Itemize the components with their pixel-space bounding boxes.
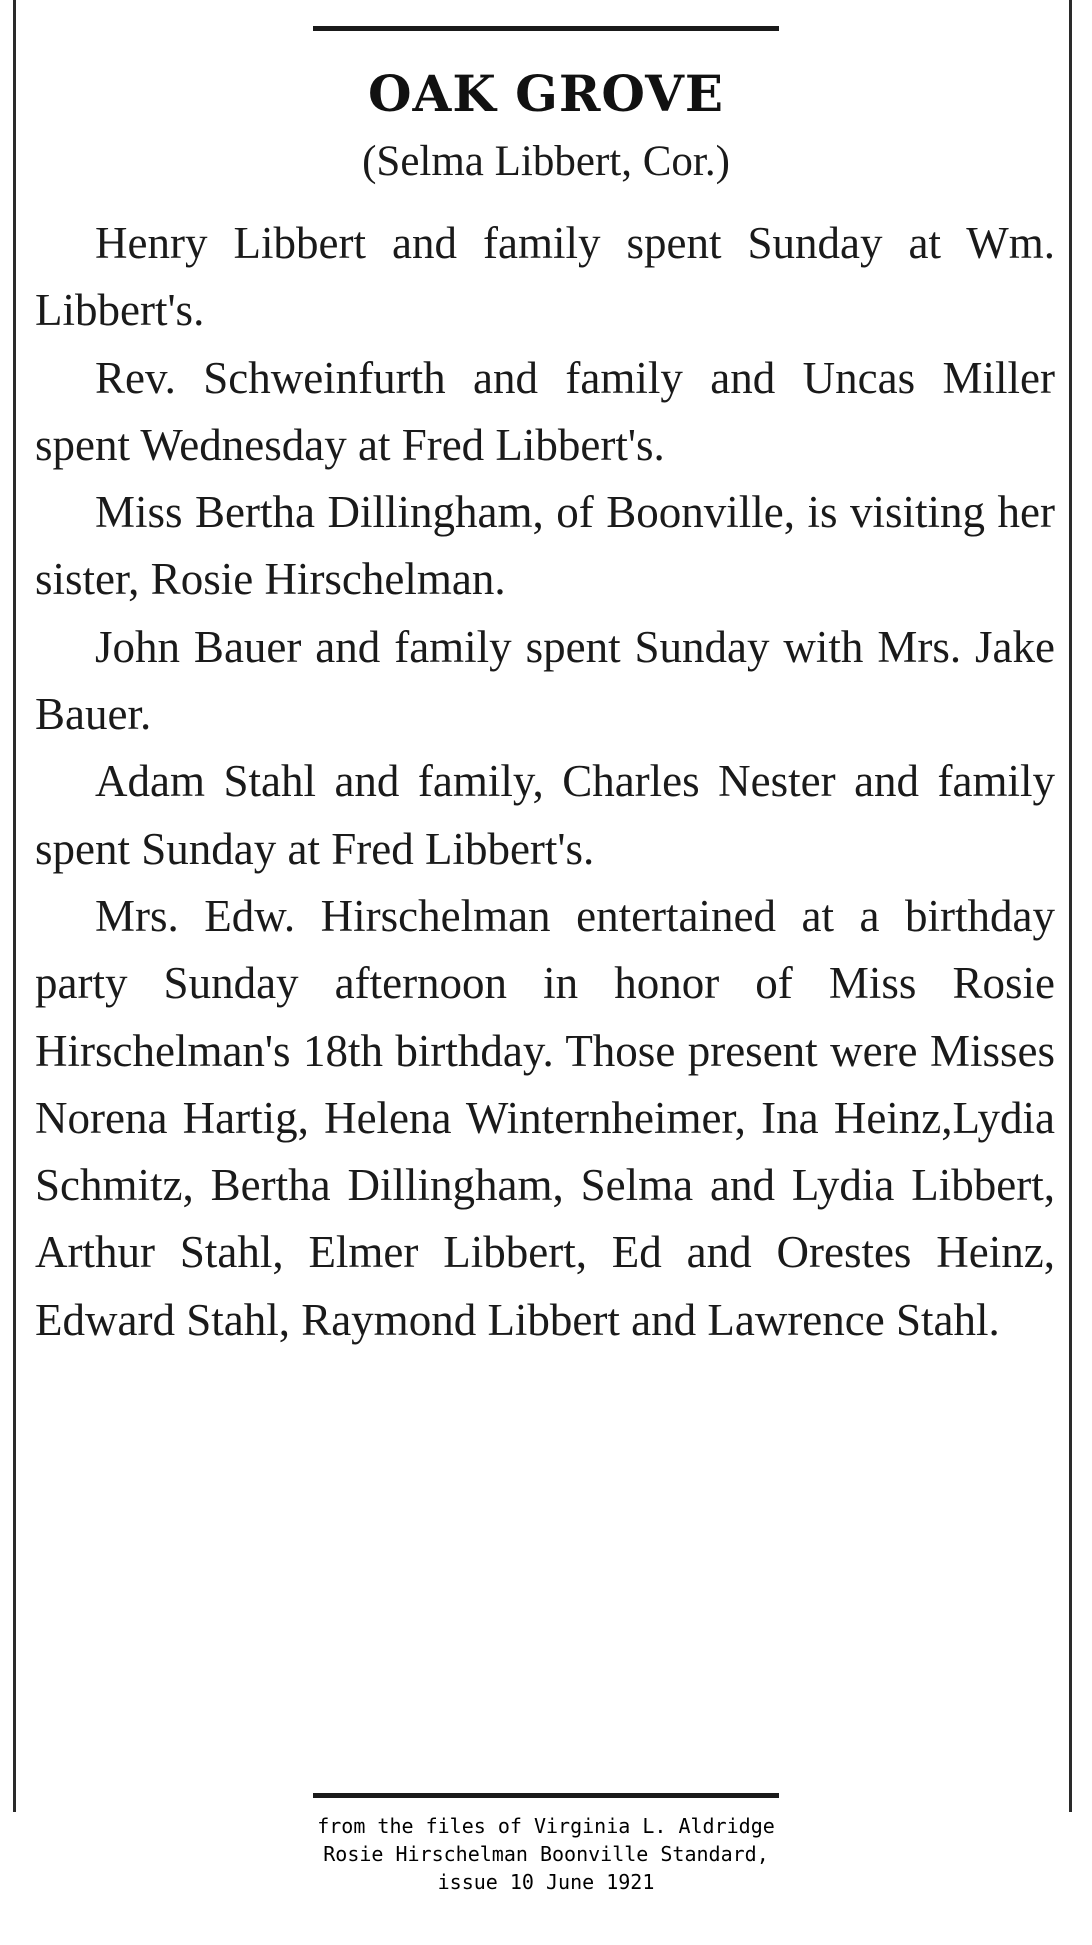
caption-line: Rosie Hirschelman Boonville Standard, xyxy=(323,1842,769,1866)
article-paragraph: Mrs. Edw. Hirschelman entertained at a birthday party Sunday afternoon in honor of Miss Rosie Hirschelman's 18th birthday. Those present were Misses Norena Hartig, Helena Winternheimer, Ina Heinz,Lydia Schmitz, Bertha Dillingham, Selma and Lydia Libbert, Arthur Stahl, Elmer Libbert, Ed and Orestes Heinz, Edward Stahl, Raymond Libbert and Lawrence Stahl. xyxy=(35,890,1055,1345)
column-rule-right xyxy=(1069,0,1072,1812)
article-paragraph: Adam Stahl and family, Charles Nester and family spent Sunday at Fred Libbert's. xyxy=(35,756,1055,874)
article-paragraph: Henry Libbert and family spent Sunday at Wm. Libbert's. xyxy=(35,218,1055,336)
bottom-divider-rule xyxy=(313,1793,779,1798)
column-rule-left xyxy=(13,0,16,1812)
article-byline: (Selma Libbert, Cor.) xyxy=(362,138,730,185)
caption-line: from the files of Virginia L. Aldridge xyxy=(317,1814,775,1838)
article-headline: OAK GROVE xyxy=(367,64,725,123)
article-paragraph: John Bauer and family spent Sunday with Mrs. Jake Bauer. xyxy=(35,621,1055,740)
article-paragraph: Miss Bertha Dillingham, of Boonville, is visiting her sister, Rosie Hirschelman. xyxy=(35,487,1055,605)
source-caption xyxy=(0,1812,1092,1896)
article-body xyxy=(35,210,1055,1354)
top-divider-rule xyxy=(313,26,779,31)
article-paragraph: Rev. Schweinfurth and family and Uncas Miller spent Wednesday at Fred Libbert's. xyxy=(35,352,1055,470)
caption-line: issue 10 June 1921 xyxy=(437,1870,655,1894)
